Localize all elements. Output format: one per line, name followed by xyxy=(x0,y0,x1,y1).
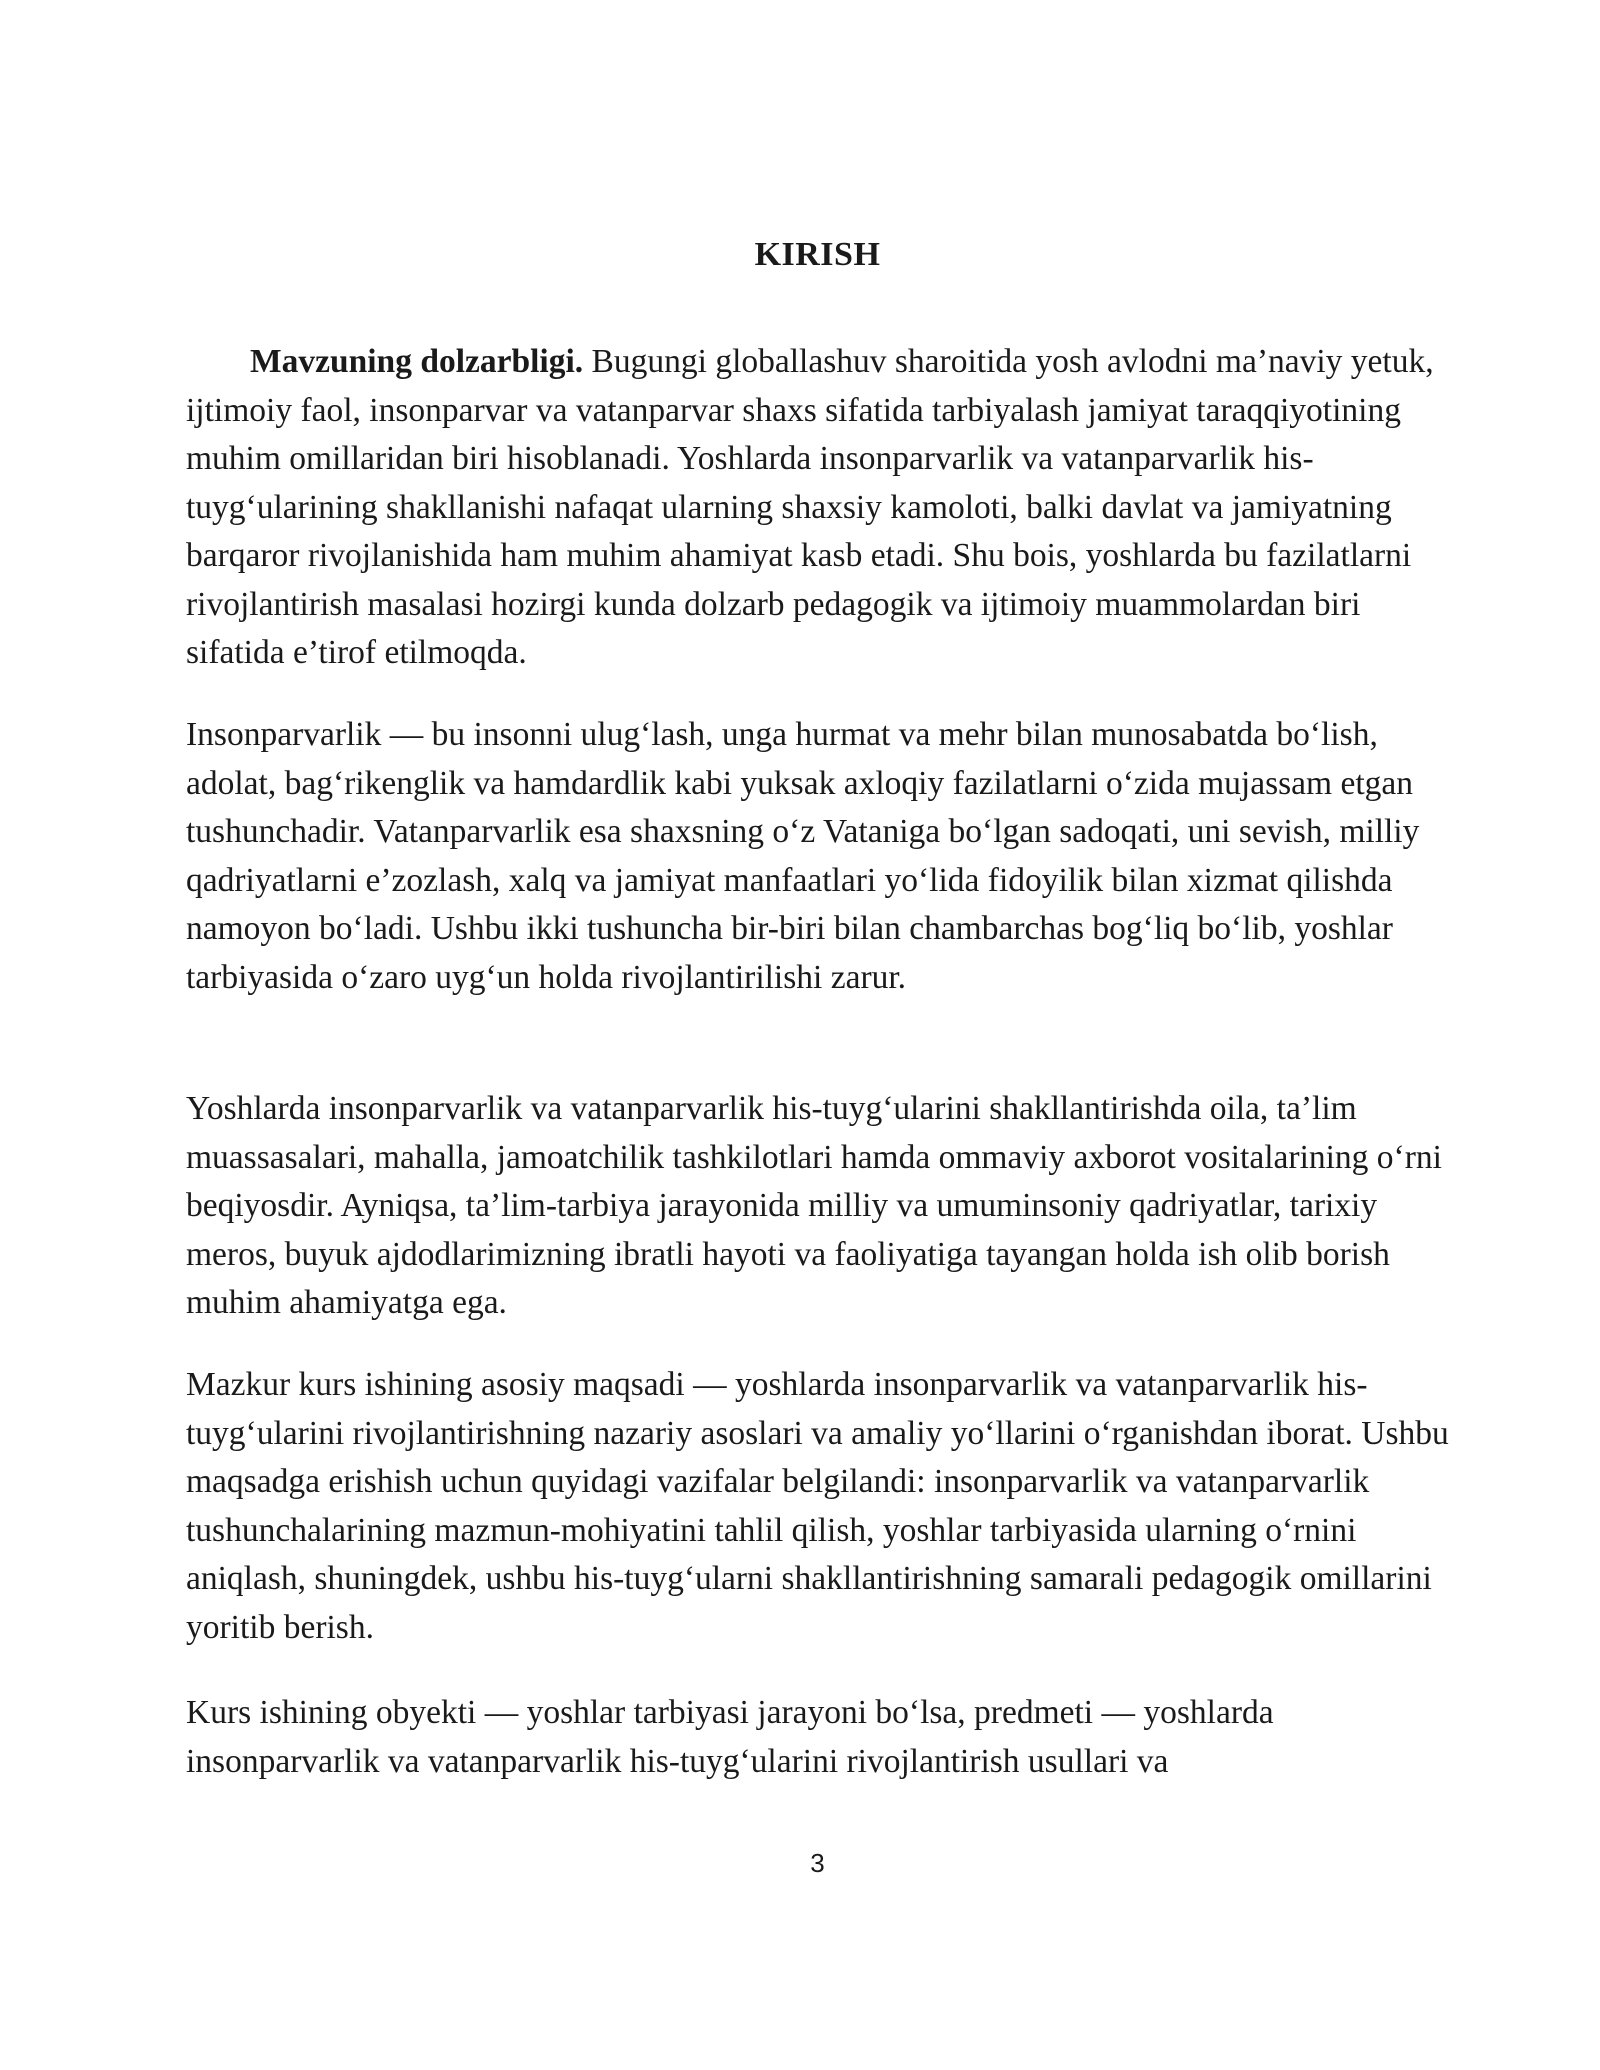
paragraph-text: Bugungi globallashuv sharoitida yosh avlodni ma’naviy yetuk, ijtimoiy faol, insonparvar va vatanparvar shaxs sifatida tarbiyalash jamiyat taraqqiyotining muhim omillaridan biri hisoblanadi. Yoshlarda insonparvarlik va vatanparvarlik his-tuyg‘ularining shakllanishi nafaqat ularning shaxsiy kamoloti, balki davlat va jamiyatning barqaror rivojlanishida ham muhim ahamiyat kasb etadi. Shu bois, yoshlarda bu fazilatlarni rivojlantirish masalasi hozirgi kunda dolzarb pedagogik va ijtimoiy muammolardan biri sifatida e’tirof etilmoqda. xyxy=(186,343,1434,671)
page-number: 3 xyxy=(810,1848,825,1878)
paragraph-relevance xyxy=(186,338,1451,678)
paragraph-purpose: Mazkur kurs ishining asosiy maqsadi — yoshlarda insonparvarlik va vatanparvarlik his-tuyg‘ularini rivojlantirishning nazariy asoslari va amaliy yo‘llarini o‘rganishdan iborat. Ushbu maqsadga erishish uchun quyidagi vazifalar belgilandi: insonparvarlik va vatanparvarlik tushunchalarining mazmun-mohiyatini tahlil qilish, yoshlar tarbiyasida ularning o‘rnini aniqlash, shuningdek, ushbu his-tuyg‘ularni shakllantirishning samarali pedagogik omillarini yoritib berish. xyxy=(186,1366,1449,1646)
paragraph-object: Kurs ishining obyekti — yoshlar tarbiyasi jarayoni bo‘lsa, predmeti — yoshlarda insonparvarlik va vatanparvarlik his-tuyg‘ularini rivojlantirish usullari va xyxy=(186,1694,1274,1780)
page-title: KIRISH xyxy=(754,236,881,273)
paragraph-lead: Mavzuning dolzarbligi. xyxy=(250,343,584,380)
paragraph-institutions: Yoshlarda insonparvarlik va vatanparvarlik his-tuyg‘ularini shakllantirishda oila, ta’lim muassasalari, mahalla, jamoatchilik tashkilotlari hamda ommaviy axborot vositalarining o‘rni beqiyosdir. Ayniqsa, ta’lim-tarbiya jarayonida milliy va umuminsoniy qadriyatlar, tarixiy meros, buyuk ajdodlarimizning ibratli hayoti va faoliyatiga tayangan holda ish olib borish muhim ahamiyatga ega. xyxy=(186,1090,1442,1321)
paragraph-humanism: Insonparvarlik — bu insonni ulug‘lash, unga hurmat va mehr bilan munosabatda bo‘lish, adolat, bag‘rikenglik va hamdardlik kabi yuksak axloqiy fazilatlarni o‘zida mujassam etgan tushunchadir. Vatanparvarlik esa shaxsning o‘z Vataniga bo‘lgan sadoqati, uni sevish, milliy qadriyatlarni e’zozlash, xalq va jamiyat manfaatlari yo‘lida fidoyilik bilan xizmat qilishda namoyon bo‘ladi. Ushbu ikki tushuncha bir-biri bilan chambarchas bog‘liq bo‘lib, yoshlar tarbiyasida o‘zaro uyg‘un holda rivojlantirilishi zarur. xyxy=(186,716,1420,996)
